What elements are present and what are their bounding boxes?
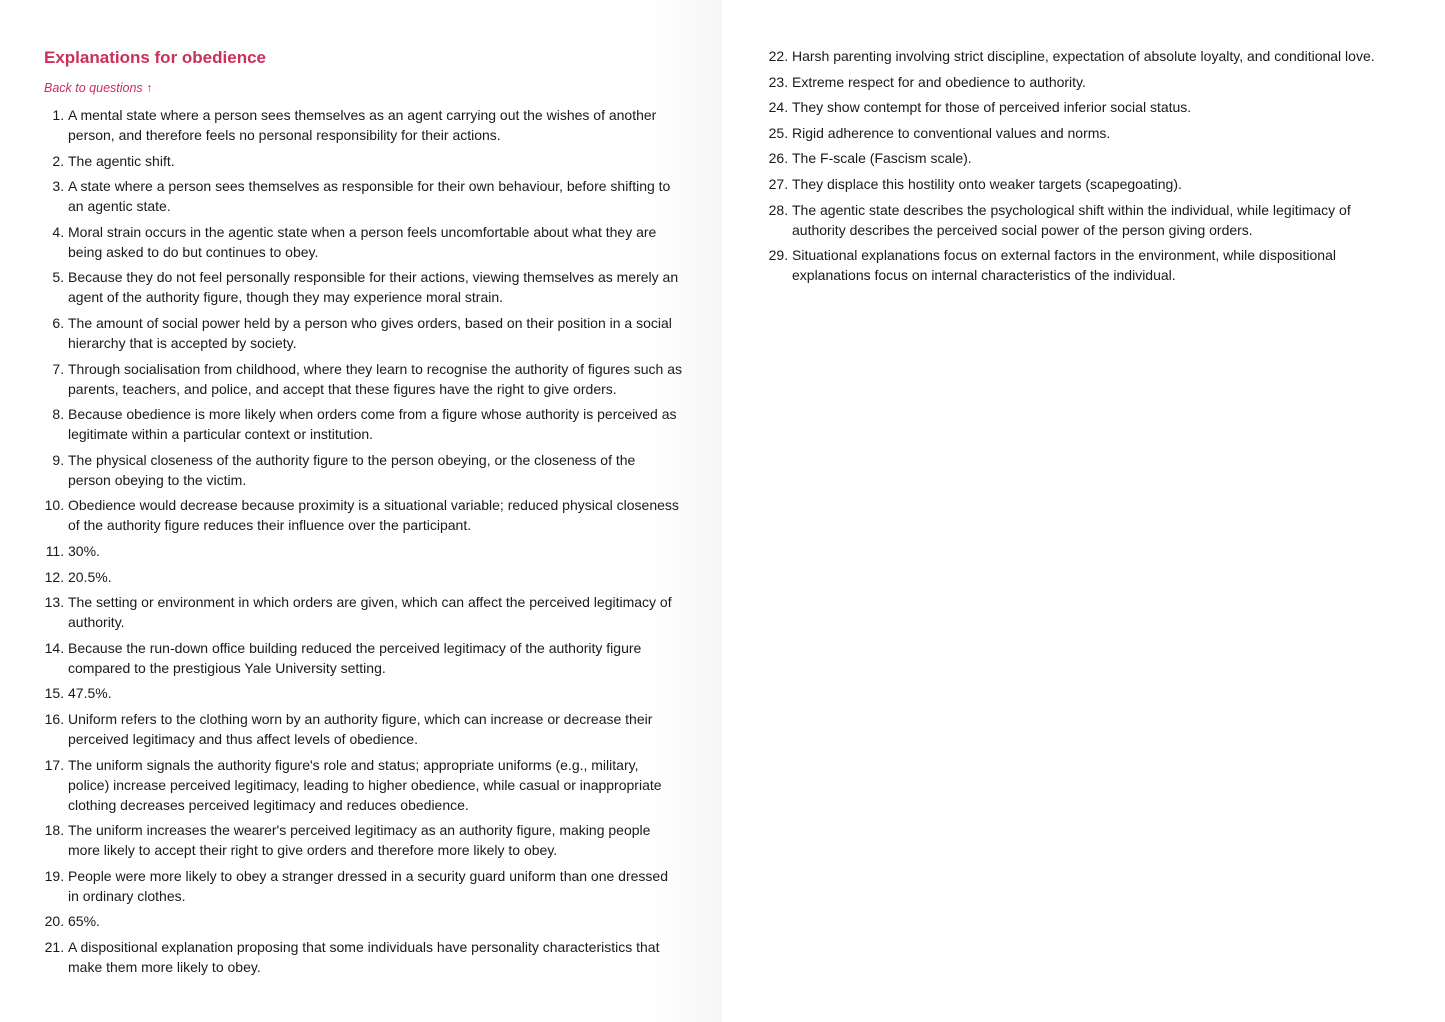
back-to-questions-link[interactable]: Back to questions ↑ [44,81,153,95]
answer-number: 19. [44,867,68,884]
answer-text: The agentic state describes the psychological shift within the individual, while legitimacy of authority describes the perceived social power of the person giving orders. [792,201,1351,238]
answer-item [44,541,682,561]
answer-number: 12. [44,568,68,585]
answer-item [768,97,1405,117]
answer-text: The F-scale (Fascism scale). [792,150,972,167]
answer-item [768,148,1405,168]
answer-item [768,245,1405,285]
answer-text: Because the run-down office building reduced the perceived legitimacy of the authority figure compared to the prestigious Yale University setting. [68,639,642,676]
answer-text: They displace this hostility onto weaker targets (scapegoating). [792,175,1182,192]
answer-number: 15. [44,685,68,702]
answer-text: The uniform signals the authority figure's role and status; appropriate uniforms (e.g., military, police) increase perceived legitimacy, leading to higher obedience, while casual or inappropriate clothing decreases perceived legitimacy and reduces obedience. [68,756,662,813]
answer-number: 24. [768,99,792,116]
answer-number: 26. [768,150,792,167]
answer-text: 47.5%. [68,685,112,702]
answer-number: 10. [44,497,68,514]
answer-number: 16. [44,710,68,727]
answer-list-left [44,105,682,977]
answer-text: A mental state where a person sees themselves as an agent carrying out the wishes of another person, and therefore feels no personal responsibility for their actions. [68,107,657,143]
answer-text: Rigid adherence to conventional values and norms. [792,124,1111,141]
answer-item [44,937,682,977]
answer-item [768,200,1405,240]
page-title: Explanations for obedience [44,48,266,67]
answer-text: 30%. [68,542,100,559]
answer-item [44,592,682,632]
answer-number: 18. [44,822,68,839]
answer-number: 22. [768,48,792,64]
answer-number: 11. [45,542,68,559]
answer-text: The amount of social power held by a person who gives orders, based on their position in a social hierarchy that is accepted by society. [68,314,672,351]
answer-text: Obedience would decrease because proximity is a situational variable; reduced physical closeness of the authority figure reduces their influence over the participant. [68,497,679,534]
answer-number: 5. [52,269,68,286]
answer-text: Uniform refers to the clothing worn by an authority figure, which can increase or decrease their perceived legitimacy and thus affect levels of obedience. [68,710,653,747]
answer-number: 17. [44,756,68,773]
answer-item [44,450,682,490]
answer-text: The setting or environment in which orders are given, which can affect the perceived legitimacy of authority. [68,594,672,631]
answer-item [44,709,682,749]
answer-number: 4. [52,223,68,240]
answer-text: 65%. [68,913,100,930]
answer-number: 20. [44,913,68,930]
answer-list-right [768,46,1405,285]
answer-number: 14. [44,639,68,656]
answer-item [44,176,682,216]
answer-number: 2. [52,152,68,169]
answer-number: 13. [44,594,68,611]
answer-number: 9. [52,451,68,468]
right-page [722,0,1445,1022]
answer-number: 6. [52,314,68,331]
answer-text: A state where a person sees themselves as responsible for their own behaviour, before shifting to an agentic state. [68,178,671,215]
answer-number: 1. [52,107,68,123]
answer-item [44,567,682,587]
answer-text: The uniform increases the wearer's perceived legitimacy as an authority figure, making people more likely to accept their right to give orders and therefore more likely to obey. [68,822,651,859]
answer-item [768,174,1405,194]
answer-item [44,755,682,815]
answer-item [768,72,1405,92]
answer-item [44,638,682,678]
answer-item [44,151,682,171]
answer-number: 23. [768,73,792,90]
answer-number: 27. [768,175,792,192]
answer-text: People were more likely to obey a stranger dressed in a security guard uniform than one dressed in ordinary clothes. [68,867,668,904]
answer-number: 7. [52,360,68,377]
answer-item [768,123,1405,143]
answer-item [44,105,682,145]
answer-item [44,313,682,353]
answer-text: Through socialisation from childhood, where they learn to recognise the authority of figures such as parents, teachers, and police, and accept that these figures have the right to give orders. [68,360,683,397]
answer-item [44,404,682,444]
answer-text: Because they do not feel personally responsible for their actions, viewing themselves as merely an agent of the authority figure, though they may experience moral strain. [68,269,679,306]
answer-text: Moral strain occurs in the agentic state when a person feels uncomfortable about what they are being asked to do but continues to obey. [68,223,657,260]
left-page [0,0,722,1022]
answer-text: A dispositional explanation proposing that some individuals have personality characteristics that make them more likely to obey. [68,938,660,975]
answer-text: They show contempt for those of perceived inferior social status. [792,99,1192,116]
answer-item [44,222,682,262]
answer-item [44,267,682,307]
answer-text: The agentic shift. [68,152,175,169]
answer-text: Situational explanations focus on external factors in the environment, while dispositional explanations focus on internal characteristics of the individual. [792,247,1336,284]
answer-number: 25. [768,124,792,141]
answer-item [44,820,682,860]
answer-text: 20.5%. [68,568,112,585]
answer-item [44,683,682,703]
answer-number: 8. [52,406,68,423]
answer-number: 3. [52,178,68,195]
answer-item [44,495,682,535]
answer-number: 21. [44,938,68,955]
answer-number: 29. [768,247,792,264]
answer-item [44,866,682,906]
answer-item [768,46,1405,66]
answer-item [44,359,682,399]
answer-item [44,911,682,931]
answer-text: The physical closeness of the authority figure to the person obeying, or the closeness of the person obeying to the victim. [68,451,636,488]
answer-text: Because obedience is more likely when orders come from a figure whose authority is perceived as legitimate within a particular context or institution. [68,406,677,443]
answer-text: Harsh parenting involving strict discipline, expectation of absolute loyalty, and conditional love. [792,48,1375,64]
answer-text: Extreme respect for and obedience to authority. [792,73,1086,90]
answer-number: 28. [768,201,792,218]
